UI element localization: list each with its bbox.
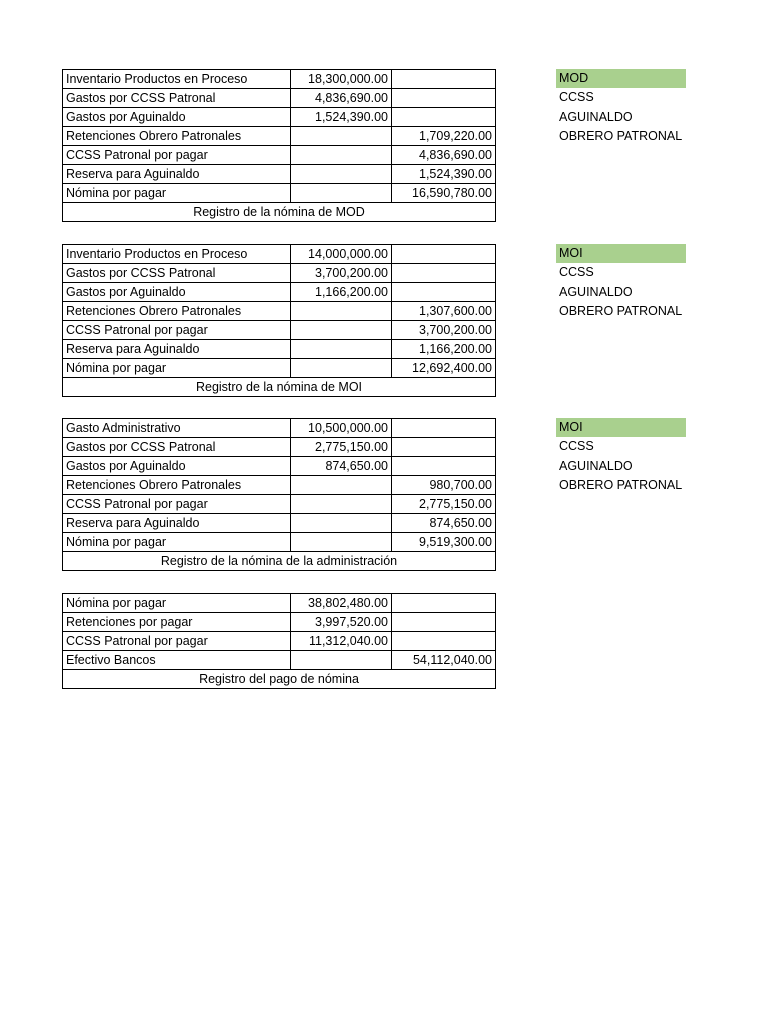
side-label: OBRERO PATRONAL — [559, 129, 683, 144]
credit-cell — [392, 632, 496, 651]
debit-cell — [291, 359, 392, 378]
account-cell: Reserva para Aguinaldo — [63, 340, 291, 359]
account-cell: Inventario Productos en Proceso — [63, 245, 291, 264]
account-cell: Gasto Administrativo — [63, 419, 291, 438]
journal-table-admin — [62, 418, 496, 571]
table-caption: Registro de la nómina de MOD — [63, 203, 496, 222]
table-row — [63, 127, 496, 146]
debit-cell: 3,700,200.00 — [291, 264, 392, 283]
debit-cell — [291, 321, 392, 340]
account-cell: Gastos por Aguinaldo — [63, 108, 291, 127]
account-cell: Gastos por CCSS Patronal — [63, 438, 291, 457]
credit-cell — [392, 613, 496, 632]
account-cell: CCSS Patronal por pagar — [63, 321, 291, 340]
table-row — [63, 108, 496, 127]
debit-cell: 38,802,480.00 — [291, 594, 392, 613]
account-cell: CCSS Patronal por pagar — [63, 495, 291, 514]
credit-cell — [392, 245, 496, 264]
debit-cell: 874,650.00 — [291, 457, 392, 476]
caption-row — [63, 552, 496, 571]
account-cell: Retenciones Obrero Patronales — [63, 127, 291, 146]
side-label-highlight: MOI — [556, 418, 686, 437]
table-caption: Registro de la nómina de MOI — [63, 378, 496, 397]
side-label-highlight: MOD — [556, 69, 686, 88]
table-row — [63, 594, 496, 613]
table-row — [63, 264, 496, 283]
account-cell: Reserva para Aguinaldo — [63, 514, 291, 533]
credit-cell: 4,836,690.00 — [392, 146, 496, 165]
side-label: AGUINALDO — [559, 109, 633, 124]
credit-cell: 9,519,300.00 — [392, 533, 496, 552]
debit-cell — [291, 184, 392, 203]
table-row — [63, 321, 496, 340]
table-row — [63, 359, 496, 378]
credit-cell: 874,650.00 — [392, 514, 496, 533]
debit-cell — [291, 302, 392, 321]
side-label: OBRERO PATRONAL — [559, 304, 683, 319]
debit-cell — [291, 165, 392, 184]
credit-cell: 1,524,390.00 — [392, 165, 496, 184]
debit-cell: 2,775,150.00 — [291, 438, 392, 457]
table-row — [63, 457, 496, 476]
account-cell: Reserva para Aguinaldo — [63, 165, 291, 184]
credit-cell — [392, 438, 496, 457]
side-label: AGUINALDO — [559, 458, 633, 473]
debit-cell — [291, 146, 392, 165]
account-cell: Retenciones por pagar — [63, 613, 291, 632]
caption-row — [63, 203, 496, 222]
journal-table-mod — [62, 69, 496, 222]
debit-cell — [291, 340, 392, 359]
debit-cell — [291, 514, 392, 533]
side-label: CCSS — [559, 90, 594, 105]
table-row — [63, 514, 496, 533]
account-cell: Nómina por pagar — [63, 359, 291, 378]
account-cell: Gastos por Aguinaldo — [63, 283, 291, 302]
account-cell: Gastos por Aguinaldo — [63, 457, 291, 476]
caption-row — [63, 670, 496, 689]
credit-cell — [392, 70, 496, 89]
table-row — [63, 302, 496, 321]
account-cell: CCSS Patronal por pagar — [63, 146, 291, 165]
table-row — [63, 419, 496, 438]
table-row — [63, 613, 496, 632]
credit-cell: 1,709,220.00 — [392, 127, 496, 146]
account-cell: CCSS Patronal por pagar — [63, 632, 291, 651]
credit-cell — [392, 283, 496, 302]
table-caption: Registro del pago de nómina — [63, 670, 496, 689]
table-row — [63, 651, 496, 670]
credit-cell: 54,112,040.00 — [392, 651, 496, 670]
credit-cell: 980,700.00 — [392, 476, 496, 495]
credit-cell: 12,692,400.00 — [392, 359, 496, 378]
account-cell: Retenciones Obrero Patronales — [63, 302, 291, 321]
table-row — [63, 340, 496, 359]
account-cell: Nómina por pagar — [63, 594, 291, 613]
credit-cell: 16,590,780.00 — [392, 184, 496, 203]
debit-cell: 10,500,000.00 — [291, 419, 392, 438]
credit-cell — [392, 457, 496, 476]
credit-cell — [392, 89, 496, 108]
side-label: CCSS — [559, 265, 594, 280]
journal-table-payment — [62, 593, 496, 689]
debit-cell: 18,300,000.00 — [291, 70, 392, 89]
side-notes-moi — [556, 244, 686, 322]
debit-cell — [291, 651, 392, 670]
side-label-highlight: MOI — [556, 244, 686, 263]
account-cell: Efectivo Bancos — [63, 651, 291, 670]
credit-cell: 1,166,200.00 — [392, 340, 496, 359]
table-row — [63, 146, 496, 165]
table-row — [63, 89, 496, 108]
credit-cell: 3,700,200.00 — [392, 321, 496, 340]
account-cell: Inventario Productos en Proceso — [63, 70, 291, 89]
account-cell: Gastos por CCSS Patronal — [63, 264, 291, 283]
debit-cell — [291, 476, 392, 495]
debit-cell: 3,997,520.00 — [291, 613, 392, 632]
credit-cell: 2,775,150.00 — [392, 495, 496, 514]
side-notes-mod — [556, 69, 686, 147]
side-label: CCSS — [559, 439, 594, 454]
table-row — [63, 283, 496, 302]
credit-cell — [392, 264, 496, 283]
account-cell: Nómina por pagar — [63, 184, 291, 203]
debit-cell: 1,166,200.00 — [291, 283, 392, 302]
table-row — [63, 632, 496, 651]
side-notes-admin — [556, 418, 686, 496]
table-row — [63, 70, 496, 89]
table-row — [63, 476, 496, 495]
table-row — [63, 245, 496, 264]
side-label: OBRERO PATRONAL — [559, 478, 683, 493]
account-cell: Gastos por CCSS Patronal — [63, 89, 291, 108]
debit-cell: 4,836,690.00 — [291, 89, 392, 108]
table-row — [63, 165, 496, 184]
table-row — [63, 533, 496, 552]
credit-cell — [392, 594, 496, 613]
debit-cell — [291, 495, 392, 514]
table-caption: Registro de la nómina de la administración — [63, 552, 496, 571]
debit-cell: 1,524,390.00 — [291, 108, 392, 127]
caption-row — [63, 378, 496, 397]
table-row — [63, 495, 496, 514]
debit-cell: 11,312,040.00 — [291, 632, 392, 651]
table-row — [63, 438, 496, 457]
credit-cell — [392, 108, 496, 127]
credit-cell: 1,307,600.00 — [392, 302, 496, 321]
debit-cell: 14,000,000.00 — [291, 245, 392, 264]
table-row — [63, 184, 496, 203]
side-label: AGUINALDO — [559, 284, 633, 299]
journal-table-moi — [62, 244, 496, 397]
debit-cell — [291, 127, 392, 146]
debit-cell — [291, 533, 392, 552]
credit-cell — [392, 419, 496, 438]
account-cell: Retenciones Obrero Patronales — [63, 476, 291, 495]
account-cell: Nómina por pagar — [63, 533, 291, 552]
